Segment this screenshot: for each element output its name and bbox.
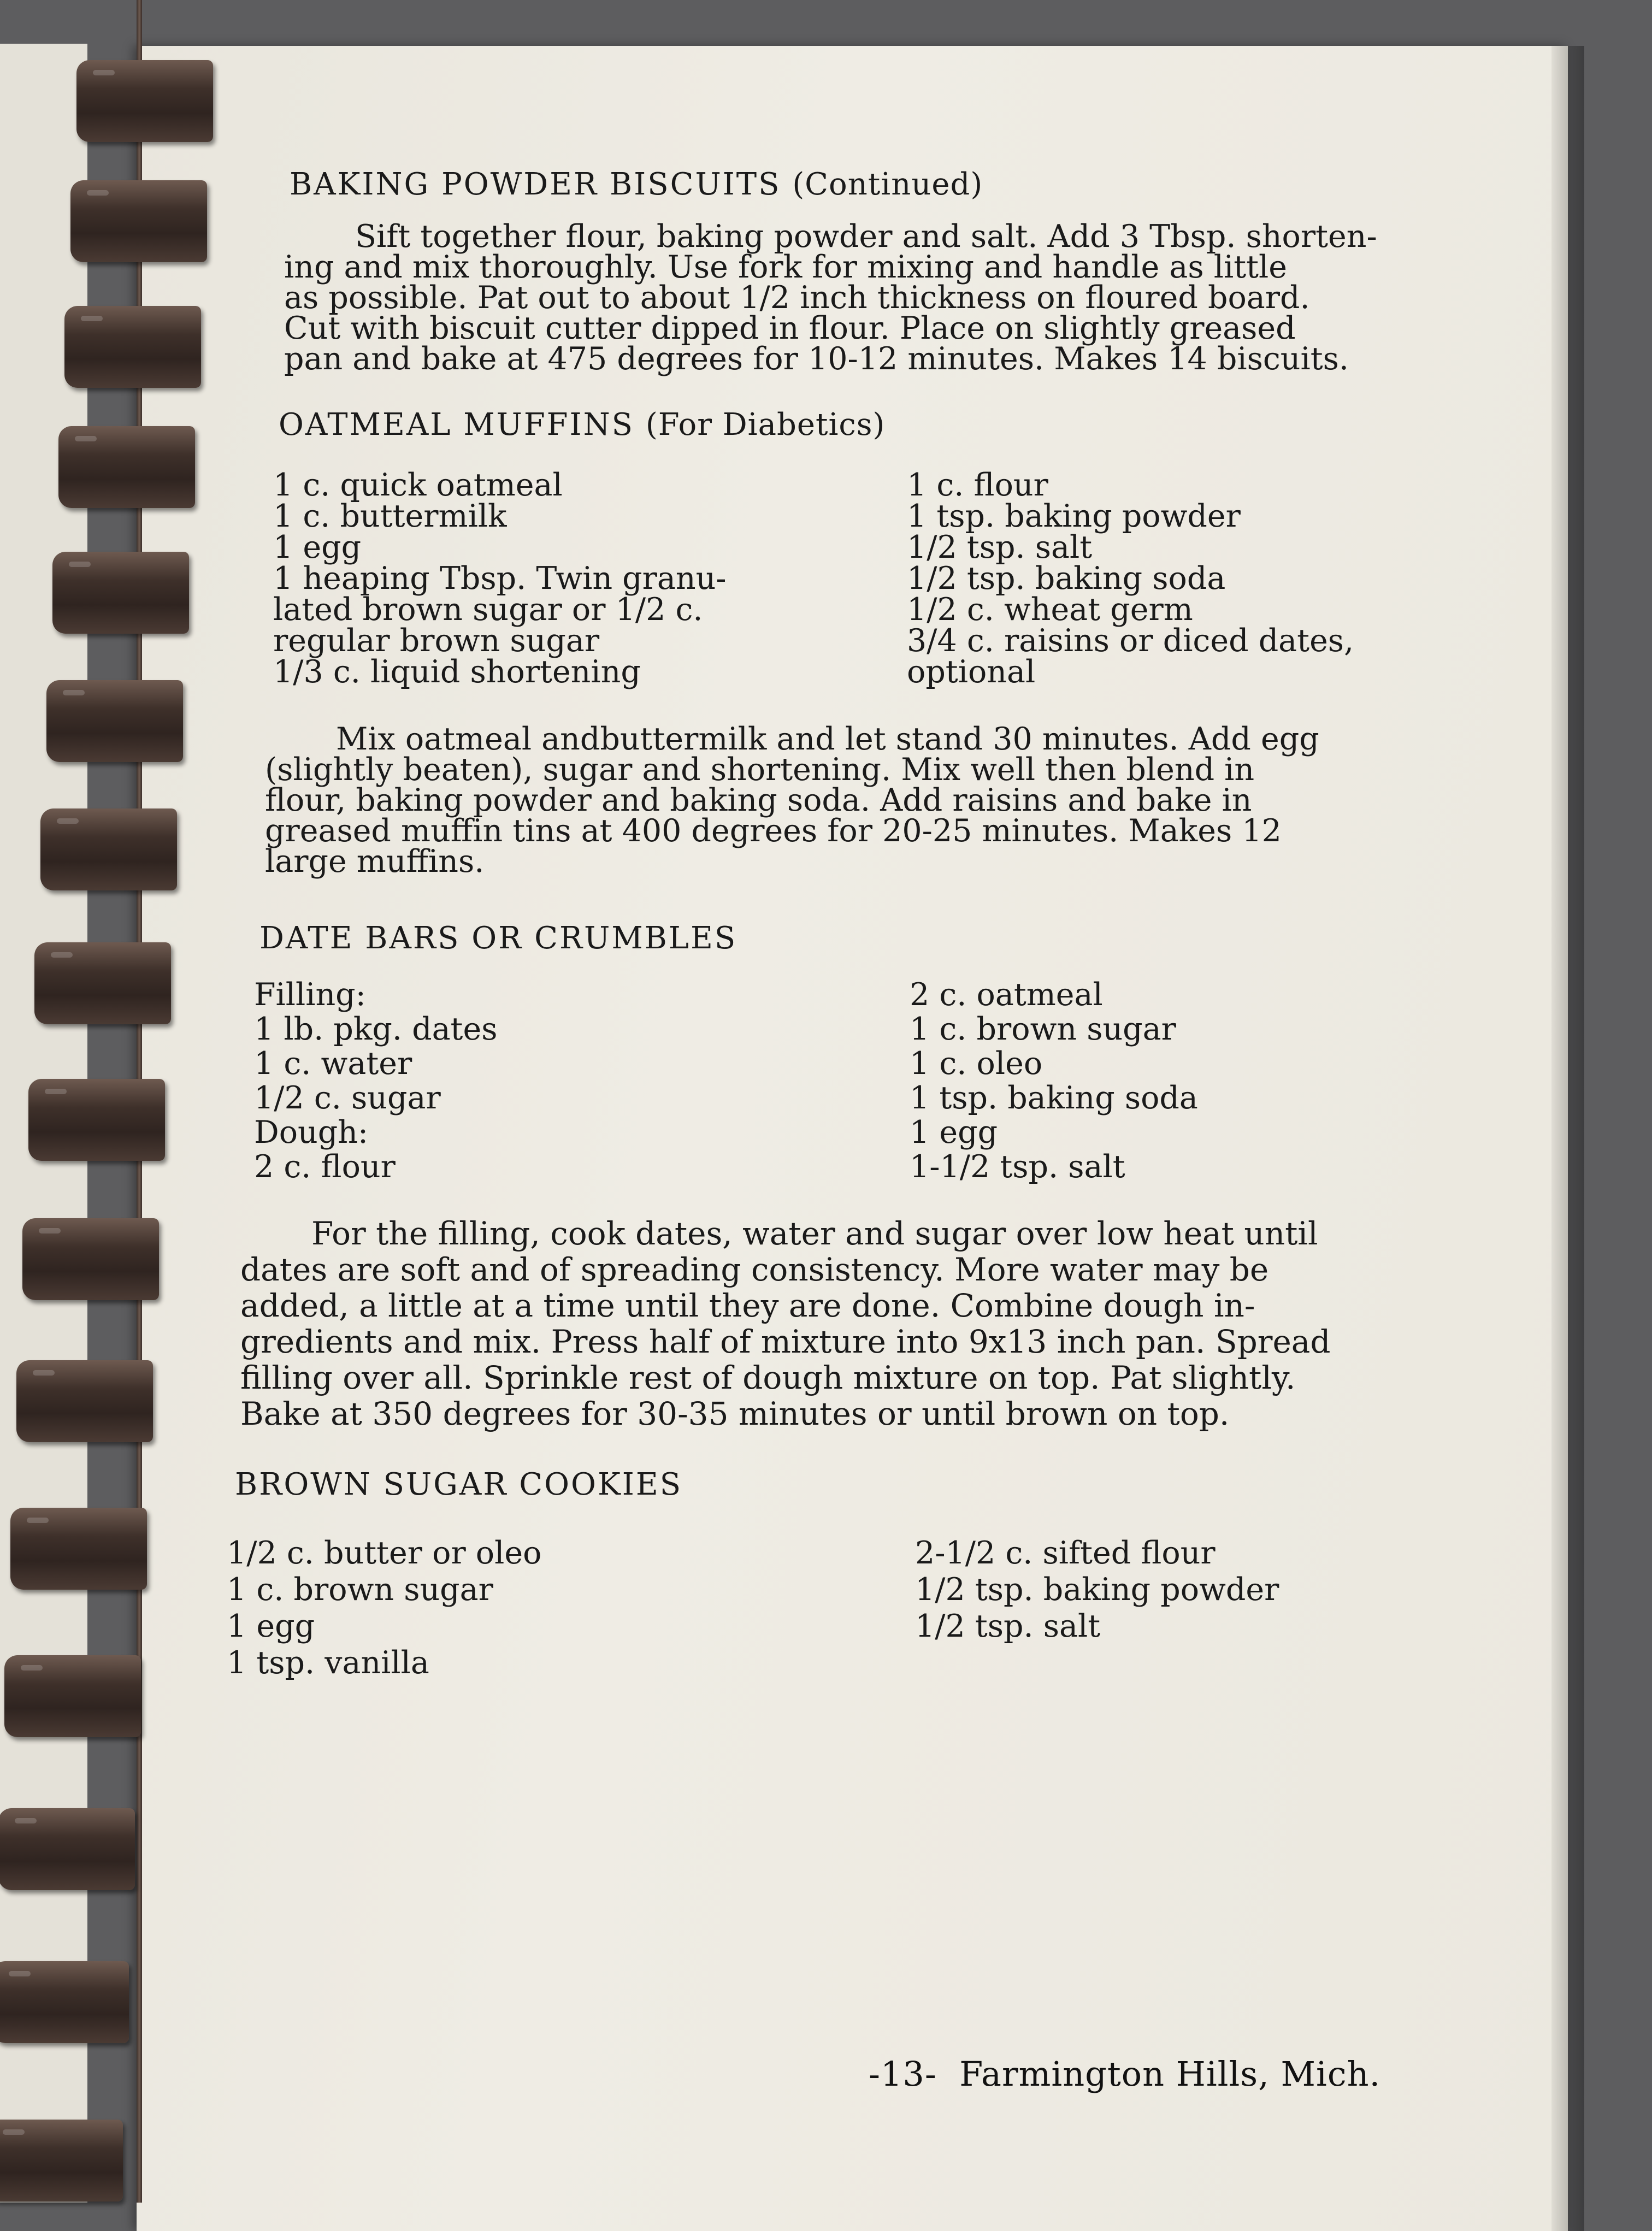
ingredient-line: 2 c. flour [254, 1149, 396, 1185]
ingredient-line: 1 lb. pkg. dates [254, 1011, 498, 1047]
binding-coil [0, 2120, 123, 2202]
ingredient-line: 1/2 tsp. baking soda [907, 560, 1226, 597]
ingredient-column-left [227, 1535, 860, 1681]
ingredient-line: lated brown sugar or 1/2 c. [273, 592, 703, 628]
ingredient-line: 1 c. buttermilk [273, 498, 507, 534]
ingredient-line: 1 egg [227, 1608, 315, 1644]
binding-coil [10, 1508, 147, 1590]
ingredient-line: 1/2 c. sugar [254, 1080, 441, 1116]
binding-coil [22, 1218, 159, 1300]
binding-coil [64, 306, 201, 388]
ingredient-line: Dough: [254, 1114, 369, 1150]
binding-coil [58, 426, 195, 508]
ingredient-line: 3/4 c. raisins or diced dates, [907, 623, 1354, 659]
ingredient-line: 1/3 c. liquid shortening [273, 654, 641, 690]
ingredient-line: 1 tsp. vanilla [227, 1645, 429, 1681]
ingredient-line: 1 c. oleo [910, 1046, 1043, 1082]
ingredient-column-right [860, 1535, 1494, 1681]
binding-coil [52, 552, 189, 634]
ingredient-line: 1 c. quick oatmeal [273, 467, 563, 503]
ingredient-line: 1 c. flour [907, 467, 1048, 503]
binding-coil [28, 1079, 165, 1161]
ingredient-line: 2 c. oatmeal [910, 977, 1103, 1013]
footer-location: Farmington Hills, Mich. [959, 2054, 1381, 2094]
recipe-heading [290, 167, 983, 202]
ingredient-line: 1 c. brown sugar [910, 1011, 1176, 1047]
section-oatmeal-muffins [279, 407, 885, 442]
ingredient-line: 1-1/2 tsp. salt [910, 1149, 1125, 1185]
binding-coil [70, 180, 207, 262]
ingredient-line: 1/2 c. wheat germ [907, 592, 1193, 628]
page-footer [869, 2054, 1380, 2094]
ingredient-column-left [273, 467, 907, 690]
recipe-title: OATMEAL MUFFINS [279, 407, 635, 442]
binding-coil [0, 1961, 129, 2043]
ingredient-line: 1 heaping Tbsp. Twin granu- [273, 560, 727, 597]
muffins-ingredients [273, 467, 1541, 690]
recipe-heading: BROWN SUGAR COOKIES [235, 1467, 683, 1502]
binding-coil [40, 808, 177, 890]
recipe-heading: DATE BARS OR CRUMBLES [259, 920, 738, 956]
binding-coil [16, 1360, 153, 1442]
recipe-title: BAKING POWDER BISCUITS [290, 167, 781, 202]
method-paragraph: For the filling, cook dates, water and sugar over low heat until dates are soft and of spreading consistency. More water may be added, a little at a time until they are done. Combine dough in- gredients and mix. Press half of mixture into 9x13 inch pan. Spread filling over all. Sprinkle rest of dough mixture on top. Pat slightly. Bake at 350 degrees for 30-35 minutes or until brown on top. [240, 1215, 1331, 1432]
recipe-heading [279, 407, 885, 442]
muffins-method [265, 721, 1576, 880]
ingredient-line: 1/2 tsp. salt [907, 529, 1093, 565]
recipe-title-note: (Continued) [792, 167, 983, 202]
ingredient-line: optional [907, 654, 1036, 690]
recipe-title-note: (For Diabetics) [645, 407, 886, 442]
binding-coil [76, 60, 213, 142]
binding-coil [4, 1655, 141, 1737]
ingredient-line: regular brown sugar [273, 623, 600, 659]
date-bars-method [240, 1215, 1584, 1432]
ingredient-line: 1/2 c. butter or oleo [227, 1535, 542, 1571]
method-paragraph: Mix oatmeal andbuttermilk and let stand 30 minutes. Add egg (slightly beaten), sugar and shortening. Mix well then blend in flour, baking powder and baking soda. Add raisins and bake in greased muffin tins at 400 degrees for 20-25 minutes. Makes 12 large muffins. [265, 721, 1319, 880]
section-date-bars [259, 920, 737, 956]
ingredient-line: 1 egg [910, 1114, 998, 1150]
binding-coil [34, 942, 171, 1024]
page-number: -13- [869, 2054, 937, 2094]
cookies-ingredients [227, 1535, 1494, 1681]
ingredient-line: 1/2 tsp. baking powder [915, 1572, 1279, 1608]
method-paragraph: Sift together flour, baking powder and salt. Add 3 Tbsp. shorten- ing and mix thoroughly. Use fork for mixing and handle as little as possible. Pat out to about 1/2 inch thickness on floured board. Cut with biscuit cutter dipped in flour. Place on slightly greased pan and bake at 475 degrees for 10-12 minutes. Makes 14 biscuits. [284, 219, 1377, 377]
binding-coil [0, 1808, 135, 1890]
ingredient-column-right [907, 467, 1541, 690]
section-brown-sugar-cookies [235, 1467, 682, 1502]
ingredient-column-right [888, 978, 1521, 1184]
ingredient-line: 1 c. brown sugar [227, 1572, 493, 1608]
ingredient-line: Filling: [254, 977, 366, 1013]
ingredient-line: 2-1/2 c. sifted flour [915, 1535, 1216, 1571]
ingredient-column-left [254, 978, 888, 1184]
ingredient-line: 1 c. water [254, 1046, 412, 1082]
biscuits-method [284, 219, 1584, 377]
binding-coil [46, 680, 183, 762]
ingredient-line: 1 tsp. baking powder [907, 498, 1241, 534]
ingredient-line: 1 egg [273, 529, 362, 565]
section-baking-powder-biscuits [290, 167, 983, 202]
ingredient-line: 1 tsp. baking soda [910, 1080, 1198, 1116]
ingredient-line: 1/2 tsp. salt [915, 1608, 1101, 1644]
date-bars-ingredients [254, 978, 1521, 1184]
